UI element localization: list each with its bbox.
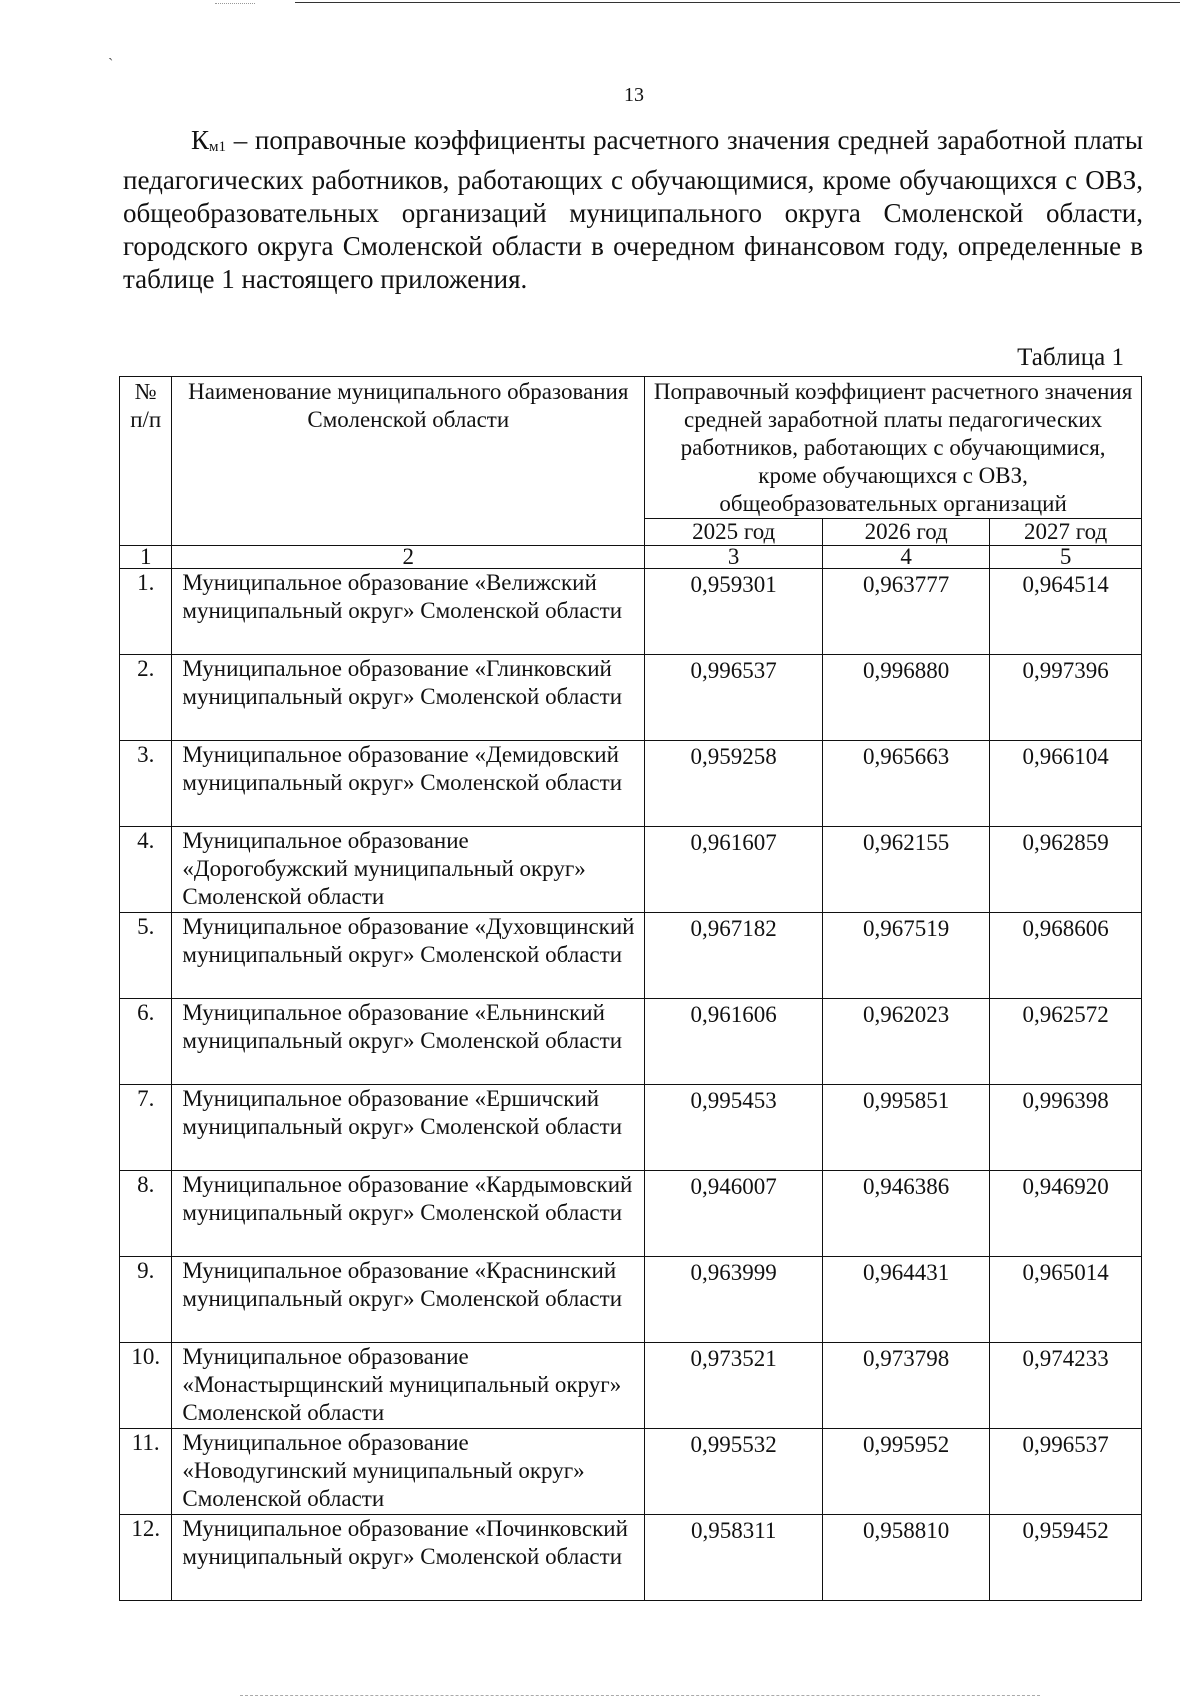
coefficient-2025: 0,961606 — [645, 999, 823, 1085]
coefficient-2025: 0,995453 — [645, 1085, 823, 1171]
coefficient-2027: 0,968606 — [990, 913, 1142, 999]
row-number: 12. — [120, 1515, 172, 1601]
coefficient-2026: 0,995851 — [823, 1085, 990, 1171]
table-row — [120, 913, 1142, 999]
scan-edge-dots — [215, 3, 255, 4]
header-year: 2027 год — [990, 519, 1142, 546]
table-row — [120, 1257, 1142, 1343]
coefficient-2025: 0,996537 — [645, 655, 823, 741]
intro-paragraph — [123, 124, 1143, 296]
municipality-name: Муниципальное образование «Краснинский муниципальный округ» Смоленской области — [172, 1257, 645, 1343]
table-row — [120, 655, 1142, 741]
municipality-name: Муниципальное образование «Починковский муниципальный округ» Смоленской области — [172, 1515, 645, 1601]
coefficient-2025: 0,963999 — [645, 1257, 823, 1343]
row-number: 4. — [120, 827, 172, 913]
coefficient-2025: 0,959301 — [645, 569, 823, 655]
coefficient-2026: 0,962155 — [823, 827, 990, 913]
header-year: 2025 год — [645, 519, 823, 546]
column-number: 2 — [172, 546, 645, 569]
column-number: 5 — [990, 546, 1142, 569]
coefficient-subscript: м1 — [209, 139, 227, 155]
coefficient-2025: 0,995532 — [645, 1429, 823, 1515]
coefficient-2026: 0,973798 — [823, 1343, 990, 1429]
municipality-name: Муниципальное образование «Дорогобужский муниципальный округ» Смоленской области — [172, 827, 645, 913]
table-row — [120, 1429, 1142, 1515]
table-row — [120, 1171, 1142, 1257]
coefficient-2026: 0,962023 — [823, 999, 990, 1085]
row-number: 6. — [120, 999, 172, 1085]
coefficient-2025: 0,958311 — [645, 1515, 823, 1601]
coefficient-symbol: К — [191, 125, 210, 155]
municipality-name: Муниципальное образование «Ельнинский муниципальный округ» Смоленской области — [172, 999, 645, 1085]
page-number: 13 — [624, 84, 644, 106]
row-number: 7. — [120, 1085, 172, 1171]
row-number: 2. — [120, 655, 172, 741]
coefficient-2026: 0,965663 — [823, 741, 990, 827]
coefficient-2027: 0,997396 — [990, 655, 1142, 741]
row-number: 8. — [120, 1171, 172, 1257]
table-row — [120, 1343, 1142, 1429]
table-row — [120, 741, 1142, 827]
coefficient-2027: 0,959452 — [990, 1515, 1142, 1601]
column-number: 1 — [120, 546, 172, 569]
scan-edge-line-bottom — [240, 1695, 1040, 1696]
coefficient-2025: 0,946007 — [645, 1171, 823, 1257]
column-number: 4 — [823, 546, 990, 569]
coefficient-2027: 0,964514 — [990, 569, 1142, 655]
scan-speck: ˏ — [108, 44, 114, 61]
coefficient-2025: 0,959258 — [645, 741, 823, 827]
table-row — [120, 569, 1142, 655]
coefficient-2025: 0,967182 — [645, 913, 823, 999]
coefficient-2027: 0,996537 — [990, 1429, 1142, 1515]
header-number: № п/п — [120, 377, 172, 546]
row-number: 3. — [120, 741, 172, 827]
coefficients-table — [119, 376, 1142, 1601]
table-row — [120, 1085, 1142, 1171]
coefficient-2026: 0,995952 — [823, 1429, 990, 1515]
coefficient-2027: 0,965014 — [990, 1257, 1142, 1343]
table-row — [120, 827, 1142, 913]
coefficient-2027: 0,966104 — [990, 741, 1142, 827]
coefficient-2025: 0,961607 — [645, 827, 823, 913]
table-row — [120, 1515, 1142, 1601]
column-number: 3 — [645, 546, 823, 569]
scan-edge-line — [295, 2, 1180, 3]
column-number-row — [120, 546, 1142, 569]
coefficient-2025: 0,973521 — [645, 1343, 823, 1429]
municipality-name: Муниципальное образование «Монастырщинский муниципальный округ» Смоленской области — [172, 1343, 645, 1429]
table-row — [120, 999, 1142, 1085]
municipality-name: Муниципальное образование «Глинковский муниципальный округ» Смоленской области — [172, 655, 645, 741]
paragraph-text: – поправочные коэффициенты расчетного значения средней заработной платы педагогических работников, работающих с обучающимися, кроме обучающихся с ОВЗ, общеобразовательных организаций муниципального округа Смоленской области, городского округа Смоленской области в очередном финансовом году, определенные в таблице 1 настоящего приложения. — [123, 125, 1143, 294]
row-number: 11. — [120, 1429, 172, 1515]
header-year: 2026 год — [823, 519, 990, 546]
municipality-name: Муниципальное образование «Кардымовский муниципальный округ» Смоленской области — [172, 1171, 645, 1257]
coefficient-2027: 0,962859 — [990, 827, 1142, 913]
coefficient-2027: 0,974233 — [990, 1343, 1142, 1429]
row-number: 10. — [120, 1343, 172, 1429]
coefficient-2026: 0,963777 — [823, 569, 990, 655]
table-header-row — [120, 377, 1142, 519]
municipality-name: Муниципальное образование «Новодугинский муниципальный округ» Смоленской области — [172, 1429, 645, 1515]
coefficient-2026: 0,964431 — [823, 1257, 990, 1343]
coefficient-2026: 0,967519 — [823, 913, 990, 999]
coefficient-2026: 0,996880 — [823, 655, 990, 741]
row-number: 1. — [120, 569, 172, 655]
header-coefficient: Поправочный коэффициент расчетного значения средней заработной платы педагогических работников, работающих с обучающимися, кроме обучающихся с ОВЗ, общеобразовательных организаций — [645, 377, 1142, 519]
coefficient-2026: 0,958810 — [823, 1515, 990, 1601]
header-name: Наименование муниципального образования Смоленской области — [172, 377, 645, 546]
row-number: 5. — [120, 913, 172, 999]
coefficient-2027: 0,946920 — [990, 1171, 1142, 1257]
municipality-name: Муниципальное образование «Духовщинский муниципальный округ» Смоленской области — [172, 913, 645, 999]
row-number: 9. — [120, 1257, 172, 1343]
coefficient-2027: 0,996398 — [990, 1085, 1142, 1171]
municipality-name: Муниципальное образование «Велижский муниципальный округ» Смоленской области — [172, 569, 645, 655]
coefficient-2026: 0,946386 — [823, 1171, 990, 1257]
table-caption: Таблица 1 — [1017, 344, 1124, 371]
coefficient-2027: 0,962572 — [990, 999, 1142, 1085]
municipality-name: Муниципальное образование «Демидовский муниципальный округ» Смоленской области — [172, 741, 645, 827]
municipality-name: Муниципальное образование «Ершичский муниципальный округ» Смоленской области — [172, 1085, 645, 1171]
